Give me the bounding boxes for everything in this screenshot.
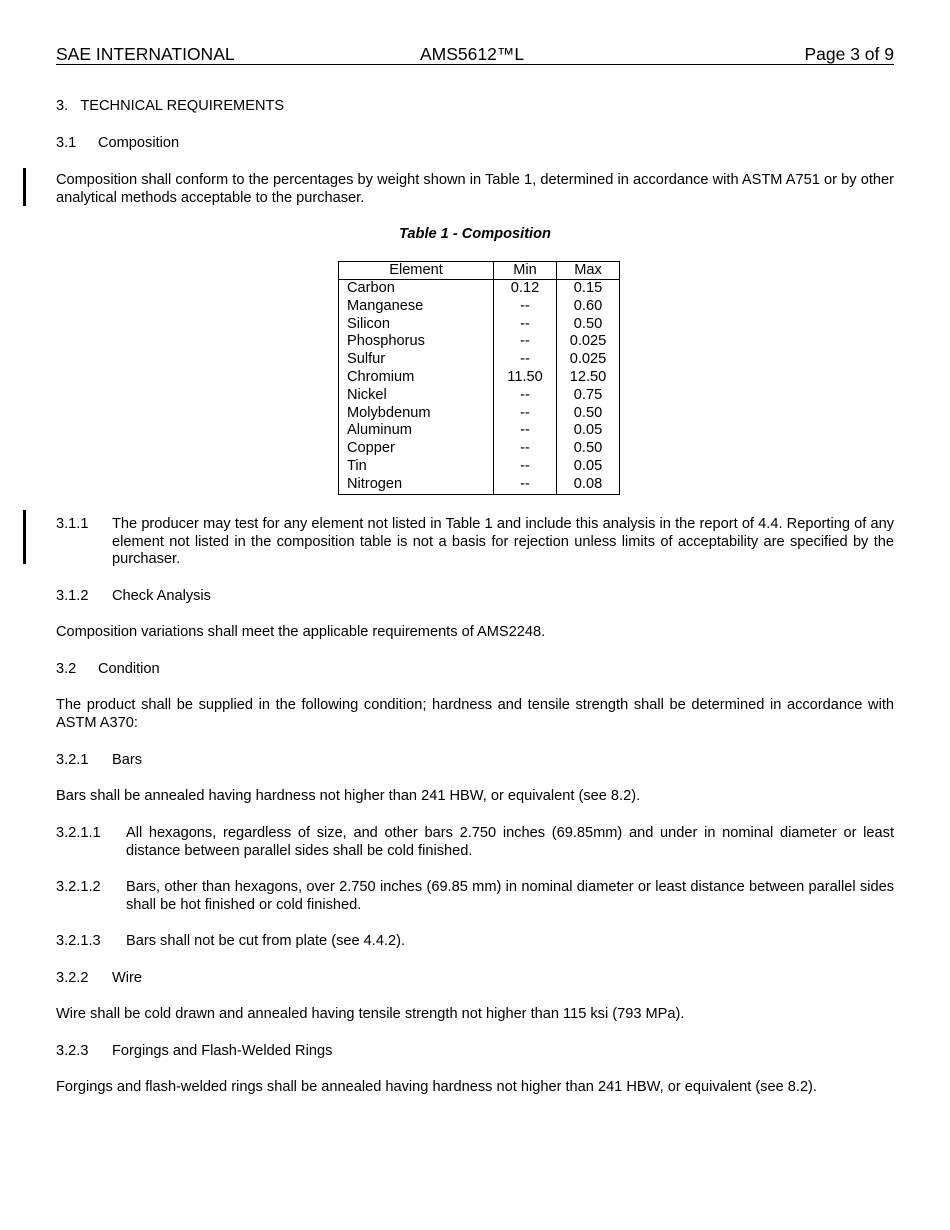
section-3-2-1-paragraph: Bars shall be annealed having hardness not higher than 241 HBW, or equivalent (see 8.2). [56,788,641,804]
cell-min: -- [494,458,557,476]
table-row [339,476,620,494]
section-3-2-title: Condition [98,661,160,677]
column-header-max: Max [557,262,620,280]
composition-table [338,261,620,495]
cell-element: Sulfur [339,351,494,369]
column-header-min: Min [494,262,557,280]
section-number: 3.1 [56,135,77,151]
section-3-1-2-paragraph: Composition variations shall meet the applicable requirements of AMS2248. [56,624,546,640]
cell-element: Tin [339,458,494,476]
section-title: TECHNICAL REQUIREMENTS [80,98,285,114]
page-header [56,44,894,65]
section-3-2-2-number: 3.2.2 [56,970,89,986]
cell-element: Phosphorus [339,333,494,351]
section-3-heading [56,98,284,116]
column-header-element: Element [339,262,494,280]
table-row [339,316,620,334]
header-page-number: Page 3 of 9 [804,44,894,64]
section-3-1-1-number: 3.1.1 [56,516,89,532]
section-3-2-1-3-paragraph: Bars shall not be cut from plate (see 4.4.2). [126,933,406,949]
section-3-1-2-number: 3.1.2 [56,588,89,604]
cell-element: Manganese [339,298,494,316]
cell-max: 0.60 [557,298,620,316]
cell-min: -- [494,387,557,405]
cell-element: Silicon [339,316,494,334]
cell-max: 0.025 [557,351,620,369]
cell-min: -- [494,298,557,316]
revision-change-bar [23,168,26,206]
header-org: SAE INTERNATIONAL [56,44,235,64]
section-3-2-1-title: Bars [112,752,143,768]
section-3-2-3-paragraph: Forgings and flash-welded rings shall be annealed having hardness not higher than 241 HBW, or equivalent (see 8.2). [56,1079,817,1095]
cell-min: -- [494,440,557,458]
section-3-1-heading [56,135,76,153]
table-row [339,351,620,369]
revision-change-bar [23,510,26,564]
cell-element: Carbon [339,280,494,298]
cell-element: Nitrogen [339,476,494,494]
section-3-1-paragraph: Composition shall conform to the percentages by weight shown in Table 1, determined in accordance with ASTM A751 or by other analytical methods acceptable to the purchaser. [56,172,894,206]
cell-max: 0.025 [557,333,620,351]
cell-element: Aluminum [339,422,494,440]
table-row [339,369,620,387]
cell-min: 0.12 [494,280,557,298]
cell-max: 12.50 [557,369,620,387]
section-3-2-paragraph: The product shall be supplied in the following condition; hardness and tensile strength shall be determined in accordance with ASTM A370: [56,697,894,731]
cell-min: -- [494,476,557,494]
cell-element: Chromium [339,369,494,387]
cell-max: 0.08 [557,476,620,494]
cell-min: -- [494,405,557,423]
table-caption: Table 1 - Composition [399,226,551,242]
cell-min: -- [494,351,557,369]
section-3-2-3-title: Forgings and Flash-Welded Rings [112,1043,333,1059]
section-3-1-1-paragraph: The producer may test for any element not listed in Table 1 and include this analysis in the report of 4.4. Reporting of any element not listed in the composition table is not a basis for rejection unless limits of acceptability are specified by the purchaser. [112,516,894,567]
cell-element: Copper [339,440,494,458]
section-3-1-title: Composition [98,135,180,151]
table-row [339,422,620,440]
cell-max: 0.05 [557,422,620,440]
cell-element: Nickel [339,387,494,405]
section-3-2-1-number: 3.2.1 [56,752,89,768]
section-3-2-1-1-paragraph: All hexagons, regardless of size, and other bars 2.750 inches (69.85mm) and under in nominal diameter or least distance between parallel sides shall be cold finished. [126,825,894,859]
table-row [339,405,620,423]
section-3-2-1-1-number: 3.2.1.1 [56,825,101,841]
header-doc-number: AMS5612™L [420,44,525,64]
section-3-1-2-title: Check Analysis [112,588,211,604]
cell-max: 0.15 [557,280,620,298]
cell-min: -- [494,333,557,351]
cell-min: -- [494,422,557,440]
cell-max: 0.50 [557,316,620,334]
table-row [339,458,620,476]
table-row [339,333,620,351]
section-number: 3. [56,98,69,114]
table-row [339,440,620,458]
table-row [339,298,620,316]
cell-min: -- [494,316,557,334]
cell-max: 0.50 [557,405,620,423]
section-3-2-1-3-number: 3.2.1.3 [56,933,101,949]
cell-max: 0.05 [557,458,620,476]
section-3-2-3-number: 3.2.3 [56,1043,89,1059]
table-row [339,387,620,405]
section-3-2-1-2-paragraph: Bars, other than hexagons, over 2.750 inches (69.85 mm) in nominal diameter or least distance between parallel sides shall be hot finished or cold finished. [126,879,894,913]
table-row [339,280,620,298]
section-3-2-2-paragraph: Wire shall be cold drawn and annealed having tensile strength not higher than 115 ksi (793 MPa). [56,1006,685,1022]
section-3-2-number: 3.2 [56,661,77,677]
cell-max: 0.50 [557,440,620,458]
cell-min: 11.50 [494,369,557,387]
table-header-row [339,262,620,280]
cell-element: Molybdenum [339,405,494,423]
cell-max: 0.75 [557,387,620,405]
section-3-2-1-2-number: 3.2.1.2 [56,879,101,895]
section-3-2-2-title: Wire [112,970,142,986]
